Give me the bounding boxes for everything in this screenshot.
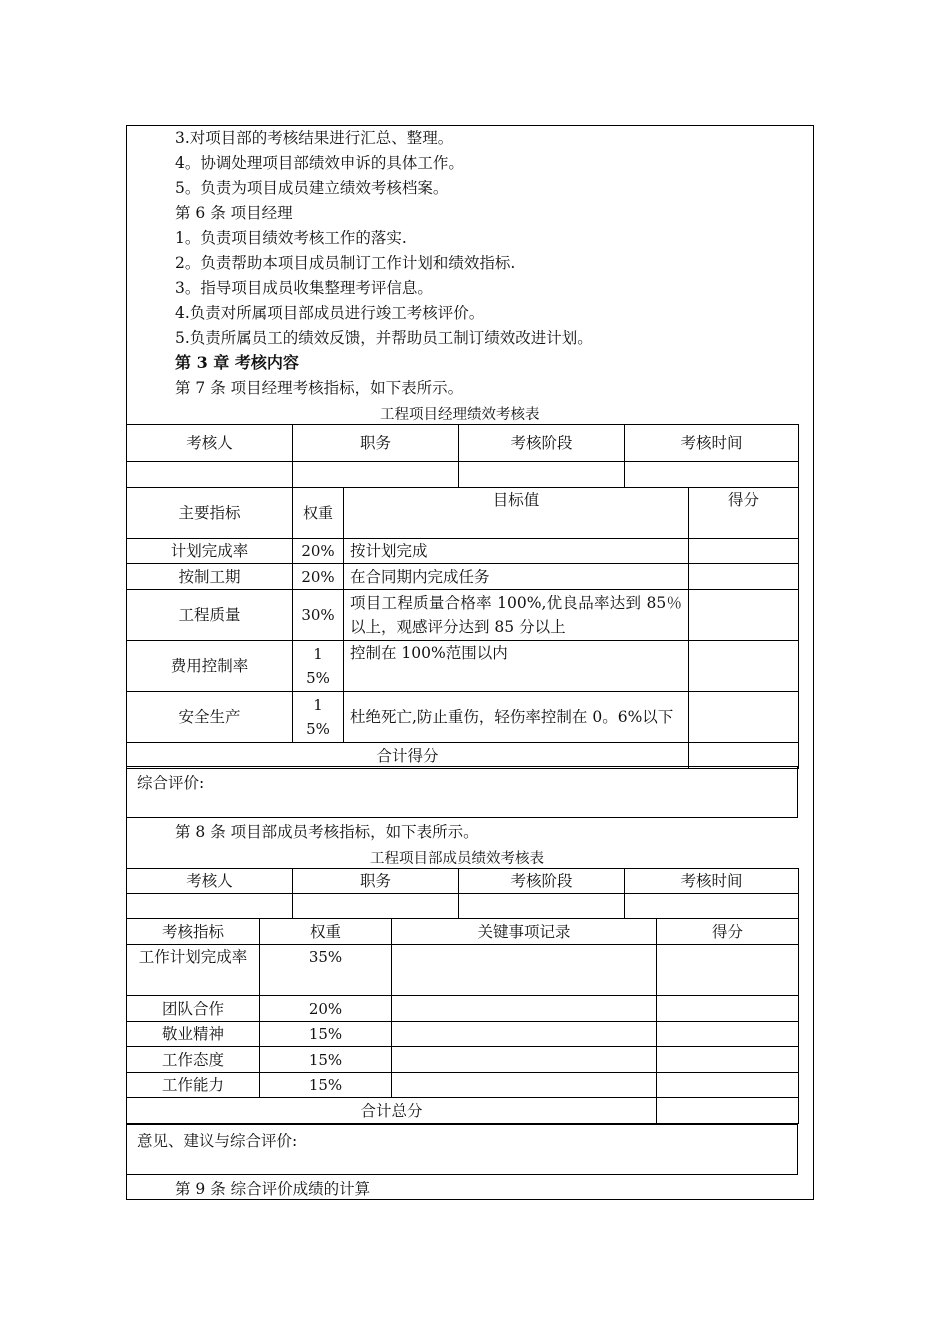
table2 <box>126 918 799 1124</box>
text-line: 5.负责所属员工的绩效反馈，并帮助员工制订绩效改进计划。 <box>175 329 593 347</box>
record-cell <box>392 1073 657 1098</box>
table-row <box>127 1022 799 1047</box>
table1-caption: 工程项目经理绩效考核表 <box>380 407 540 423</box>
indicator-cell: 按制工期 <box>127 564 293 590</box>
header-assessor: 考核人 <box>127 869 293 894</box>
score-cell <box>689 692 799 743</box>
score-cell <box>657 1047 799 1073</box>
header-time: 考核时间 <box>625 869 799 894</box>
column-score: 得分 <box>689 488 799 539</box>
article-7: 第 7 条 项目经理考核指标，如下表所示。 <box>175 379 464 397</box>
target-cell: 控制在 100%范围以内 <box>344 641 689 692</box>
position-cell <box>293 894 459 919</box>
score-cell <box>689 539 799 564</box>
target-cell: 按计划完成 <box>344 539 689 564</box>
score-cell <box>657 1073 799 1098</box>
column-score: 得分 <box>657 919 799 945</box>
chapter-heading: 第 3 章 考核内容 <box>175 353 299 372</box>
table2-caption: 工程项目部成员绩效考核表 <box>370 851 544 867</box>
record-cell <box>392 1047 657 1073</box>
article-8: 第 8 条 项目部成员考核指标，如下表所示。 <box>175 823 479 841</box>
weight-cell: 15% <box>260 1022 392 1047</box>
column-record: 关键事项记录 <box>392 919 657 945</box>
header-position: 职务 <box>293 869 459 894</box>
evaluation-label: 综合评价: <box>137 774 205 792</box>
weight-cell: 20% <box>260 996 392 1022</box>
weight-cell: 15% <box>293 641 344 692</box>
total-score-cell <box>657 1098 799 1124</box>
record-cell <box>392 945 657 996</box>
table-row <box>127 945 799 996</box>
target-cell: 项目工程质量合格率 100%,优良品率达到 85％以上，观感评分达到 85 分以上 <box>344 590 689 641</box>
text-line: 2。负责帮助本项目成员制订工作计划和绩效指标. <box>175 254 516 272</box>
text-line: 4。协调处理项目部绩效申诉的具体工作。 <box>175 154 464 172</box>
total-label: 合计得分 <box>127 743 689 769</box>
table-row <box>127 1073 799 1098</box>
indicator-cell: 安全生产 <box>127 692 293 743</box>
table-row <box>127 539 799 564</box>
target-cell: 杜绝死亡,防止重伤，轻伤率控制在 0。6%以下 <box>344 692 689 743</box>
indicator-cell: 费用控制率 <box>127 641 293 692</box>
score-cell <box>689 564 799 590</box>
indicator-cell: 工作计划完成率 <box>127 945 260 996</box>
stage-cell <box>459 894 625 919</box>
time-cell <box>625 462 799 488</box>
record-cell <box>392 1022 657 1047</box>
column-indicator: 考核指标 <box>127 919 260 945</box>
text-line: 3.对项目部的考核结果进行汇总、整理。 <box>175 129 454 147</box>
text-line: 5。负责为项目成员建立绩效考核档案。 <box>175 179 449 197</box>
weight-cell: 15% <box>260 1047 392 1073</box>
text-line: 3。指导项目成员收集整理考评信息。 <box>175 279 433 297</box>
score-cell <box>657 945 799 996</box>
assessor-cell <box>127 894 293 919</box>
table-row <box>127 692 799 743</box>
indicator-cell: 工程质量 <box>127 590 293 641</box>
stage-cell <box>459 462 625 488</box>
time-cell <box>625 894 799 919</box>
table1-header <box>126 424 799 488</box>
weight-cell: 30% <box>293 590 344 641</box>
table-row <box>127 564 799 590</box>
column-indicator: 主要指标 <box>127 488 293 539</box>
article-9: 第 9 条 综合评价成绩的计算 <box>175 1180 371 1198</box>
table1-evaluation <box>126 766 798 818</box>
indicator-cell: 计划完成率 <box>127 539 293 564</box>
header-position: 职务 <box>293 425 459 462</box>
table-row <box>127 1047 799 1073</box>
text-line: 4.负责对所属项目部成员进行竣工考核评价。 <box>175 304 485 322</box>
table2-header <box>126 868 799 919</box>
total-label: 合计总分 <box>127 1098 657 1124</box>
position-cell <box>293 462 459 488</box>
weight-cell: 20% <box>293 564 344 590</box>
evaluation-label: 意见、建议与综合评价: <box>137 1132 298 1150</box>
header-assessor: 考核人 <box>127 425 293 462</box>
column-weight: 权重 <box>293 488 344 539</box>
score-cell <box>657 996 799 1022</box>
indicator-cell: 团队合作 <box>127 996 260 1022</box>
table1 <box>126 487 799 769</box>
column-target: 目标值 <box>344 488 689 539</box>
total-score-cell <box>689 743 799 769</box>
score-cell <box>689 641 799 692</box>
target-cell: 在合同期内完成任务 <box>344 564 689 590</box>
weight-cell: 15% <box>293 692 344 743</box>
header-stage: 考核阶段 <box>459 425 625 462</box>
weight-cell: 15% <box>260 1073 392 1098</box>
score-cell <box>689 590 799 641</box>
weight-cell: 35% <box>260 945 392 996</box>
table-row <box>127 996 799 1022</box>
indicator-cell: 工作能力 <box>127 1073 260 1098</box>
score-cell <box>657 1022 799 1047</box>
column-weight: 权重 <box>260 919 392 945</box>
header-time: 考核时间 <box>625 425 799 462</box>
weight-cell: 20% <box>293 539 344 564</box>
text-line: 1。负责项目绩效考核工作的落实. <box>175 229 407 247</box>
table2-evaluation <box>126 1124 798 1175</box>
assessor-cell <box>127 462 293 488</box>
article-6-title: 第 6 条 项目经理 <box>175 204 293 222</box>
record-cell <box>392 996 657 1022</box>
header-stage: 考核阶段 <box>459 869 625 894</box>
table-row <box>127 641 799 692</box>
table-row <box>127 590 799 641</box>
indicator-cell: 敬业精神 <box>127 1022 260 1047</box>
indicator-cell: 工作态度 <box>127 1047 260 1073</box>
